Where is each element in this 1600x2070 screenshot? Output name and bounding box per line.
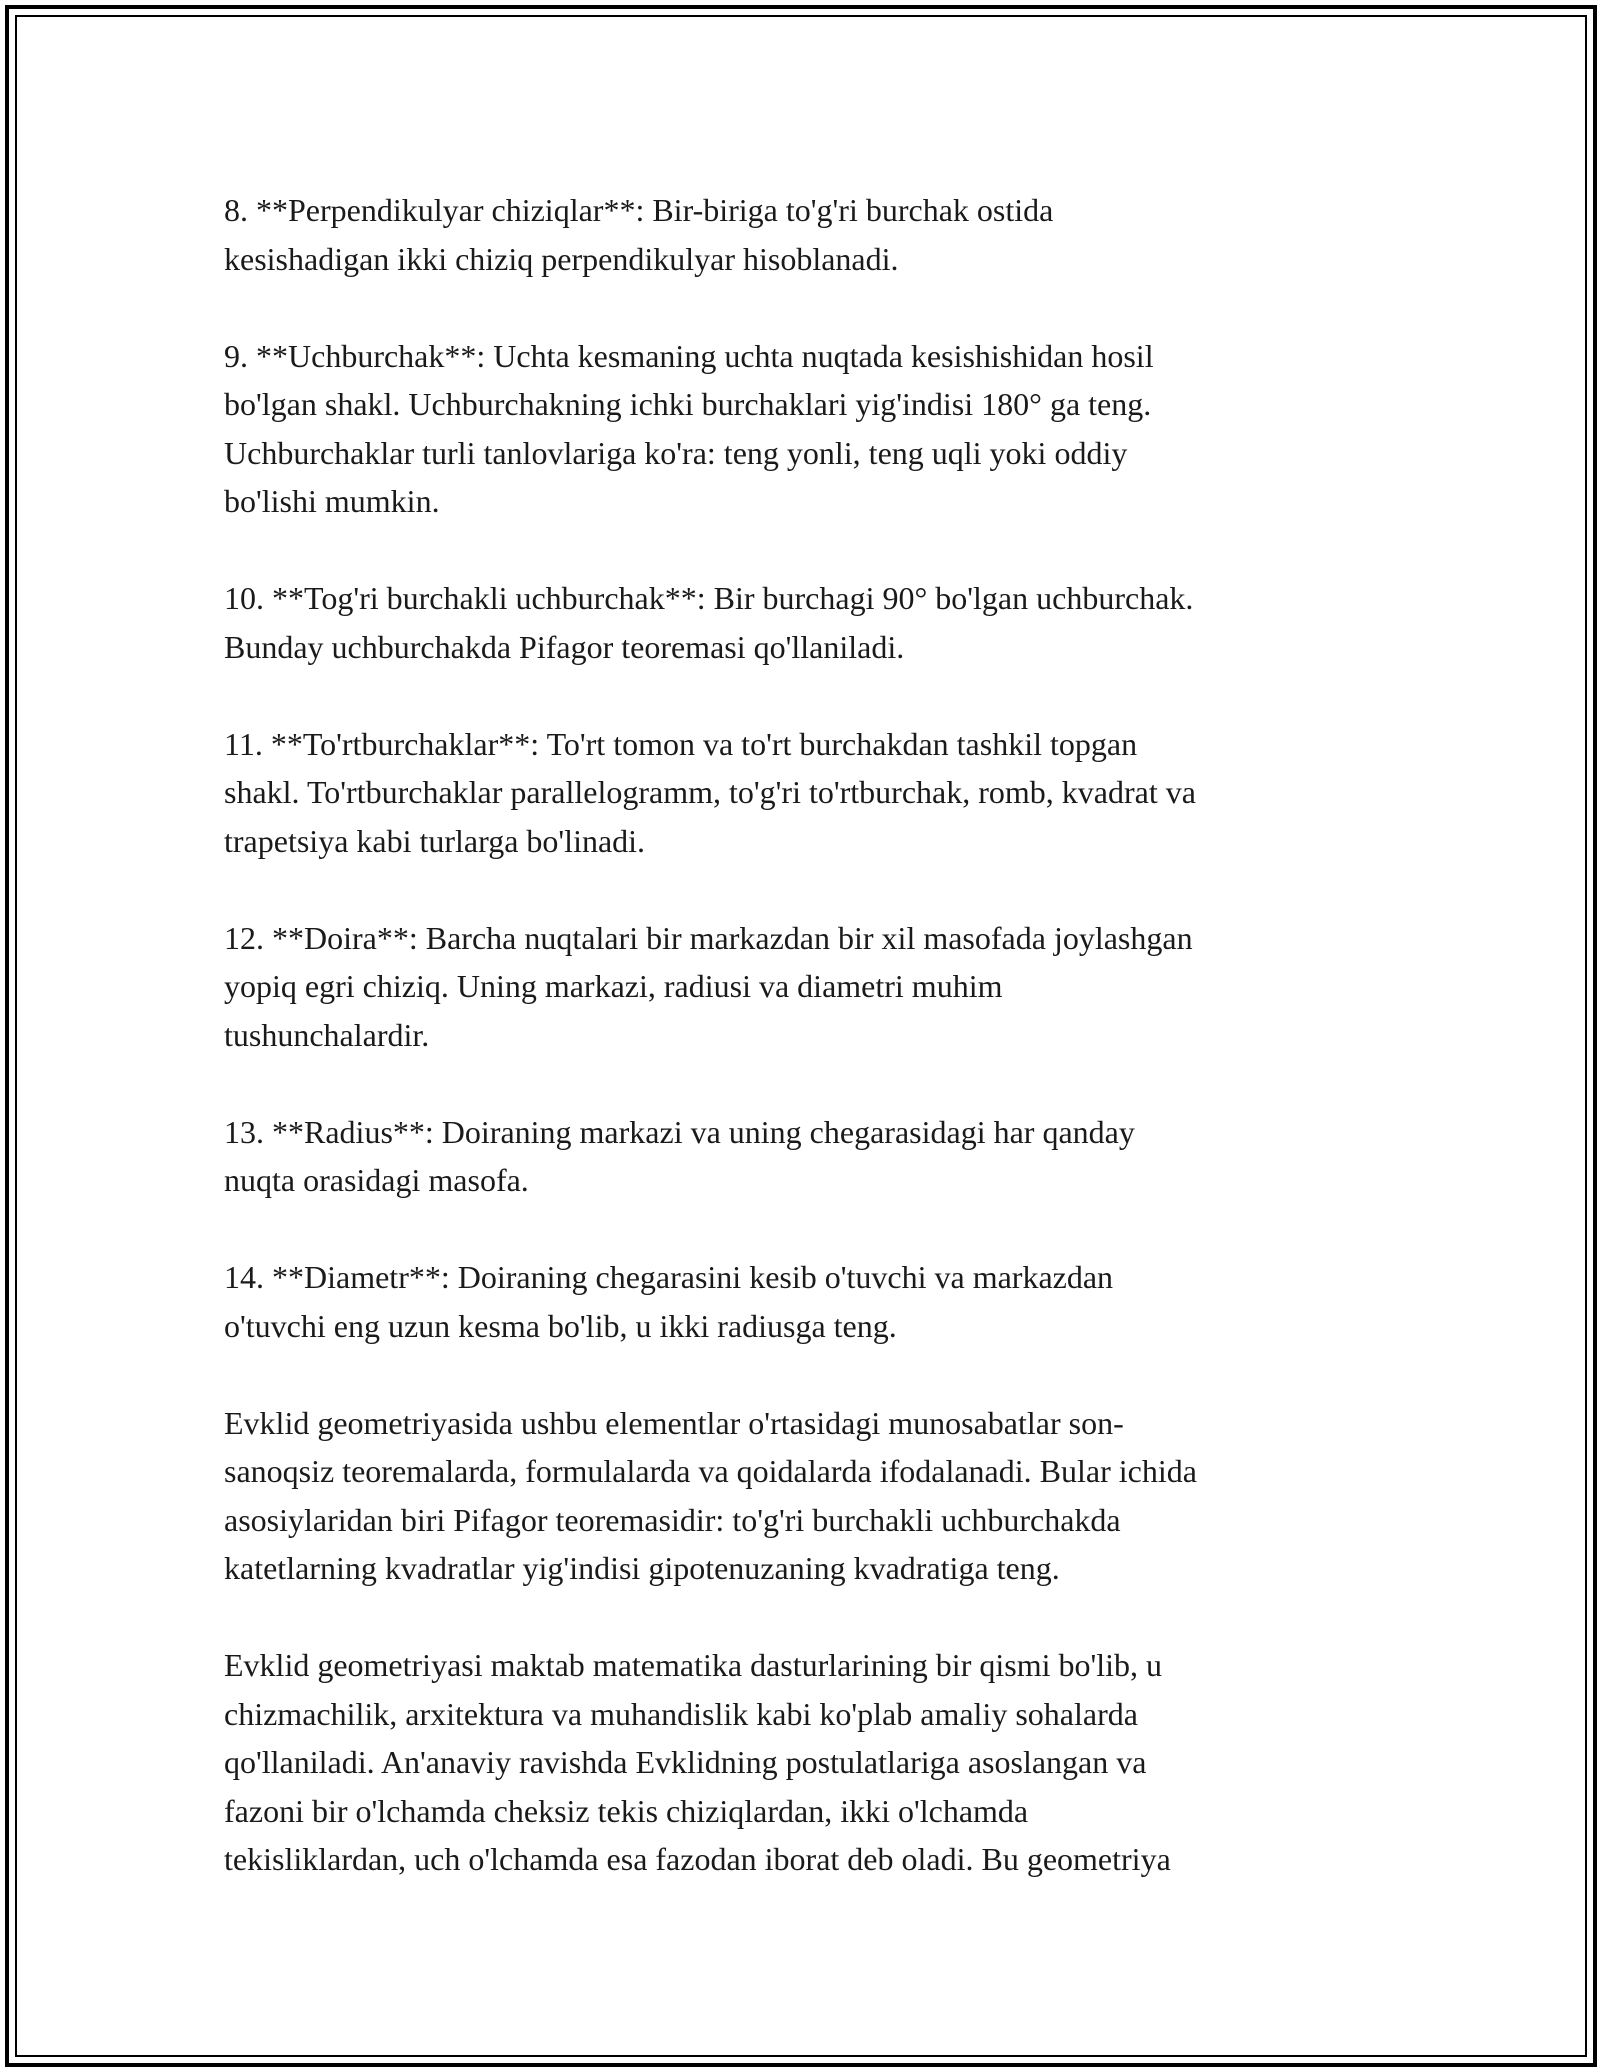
paragraph <box>224 720 1374 866</box>
paragraph <box>224 574 1374 671</box>
text-line: nuqta orasidagi masofa. <box>224 1162 529 1198</box>
paragraph <box>224 186 1374 283</box>
text-line: 13. **Radius**: Doiraning markazi va uning chegarasidagi har qanday <box>224 1113 1135 1150</box>
paragraph <box>224 914 1374 1060</box>
text-line: tushunchalardir. <box>224 1016 430 1053</box>
text-line: 12. **Doira**: Barcha nuqtalari bir markazdan bir xil masofada joylashgan <box>224 919 1193 956</box>
text-line: bo'lishi mumkin. <box>224 483 440 519</box>
text-line: 11. **To'rtburchaklar**: To'rt tomon va to'rt burchakdan tashkil topgan <box>224 725 1138 762</box>
paragraph <box>224 332 1374 526</box>
text-line: 14. **Diametr**: Doiraning chegarasini kesib o'tuvchi va markazdan <box>224 1259 1114 1295</box>
text-line: katetlarning kvadratlar yig'indisi gipotenuzaning kvadratiga teng. <box>224 1550 1060 1586</box>
text-line: sanoqsiz teoremalarda, formulalarda va qoidalarda ifodalanadi. Bular ichida <box>224 1453 1197 1489</box>
text-line: 9. **Uchburchak**: Uchta kesmaning uchta nuqtada kesishishidan hosil <box>224 337 1154 374</box>
text-line: tekisliklardan, uch o'lchamda esa fazodan iborat deb oladi. Bu geometriya <box>224 1841 1171 1877</box>
text-line: qo'llaniladi. An'anaviy ravishda Evklidning postulatlariga asoslangan va <box>224 1744 1147 1780</box>
paragraph <box>224 1108 1374 1205</box>
paragraph <box>224 1253 1374 1350</box>
paragraph <box>224 1641 1374 1884</box>
text-line: yopiq egri chiziq. Uning markazi, radiusi va diametri muhim <box>224 968 1003 1004</box>
text-line: Bunday uchburchakda Pifagor teoremasi qo'llaniladi. <box>224 628 905 665</box>
text-line: asosiylaridan biri Pifagor teoremasidir: to'g'ri burchakli uchburchakda <box>224 1501 1121 1538</box>
paragraph <box>224 1399 1374 1593</box>
text-line: Uchburchaklar turli tanlovlariga ko'ra: teng yonli, teng uqli yoki oddiy <box>224 434 1128 471</box>
text-line: Evklid geometriyasi maktab matematika dasturlarining bir qismi bo'lib, u <box>224 1647 1163 1683</box>
text-line: 10. **Tog'ri burchakli uchburchak**: Bir burchagi 90° bo'lgan uchburchak. <box>224 580 1194 616</box>
text-line: kesishadigan ikki chiziq perpendikulyar hisoblanadi. <box>224 240 899 277</box>
text-line: Evklid geometriyasida ushbu elementlar o'rtasidagi munosabatlar son- <box>224 1404 1124 1441</box>
text-line: 8. **Perpendikulyar chiziqlar**: Bir-biriga to'g'ri burchak ostida <box>224 192 1054 228</box>
document-body <box>224 186 1374 1932</box>
text-line: chizmachilik, arxitektura va muhandislik kabi ko'plab amaliy sohalarda <box>224 1695 1138 1732</box>
text-line: o'tuvchi eng uzun kesma bo'lib, u ikki radiusga teng. <box>224 1307 897 1344</box>
text-line: bo'lgan shakl. Uchburchakning ichki burchaklari yig'indisi 180° ga teng. <box>224 386 1152 422</box>
text-line: fazoni bir o'lchamda cheksiz tekis chiziqlardan, ikki o'lchamda <box>224 1792 1029 1829</box>
text-line: trapetsiya kabi turlarga bo'linadi. <box>224 822 646 859</box>
text-line: shakl. To'rtburchaklar parallelogramm, to'g'ri to'rtburchak, romb, kvadrat va <box>224 774 1196 810</box>
